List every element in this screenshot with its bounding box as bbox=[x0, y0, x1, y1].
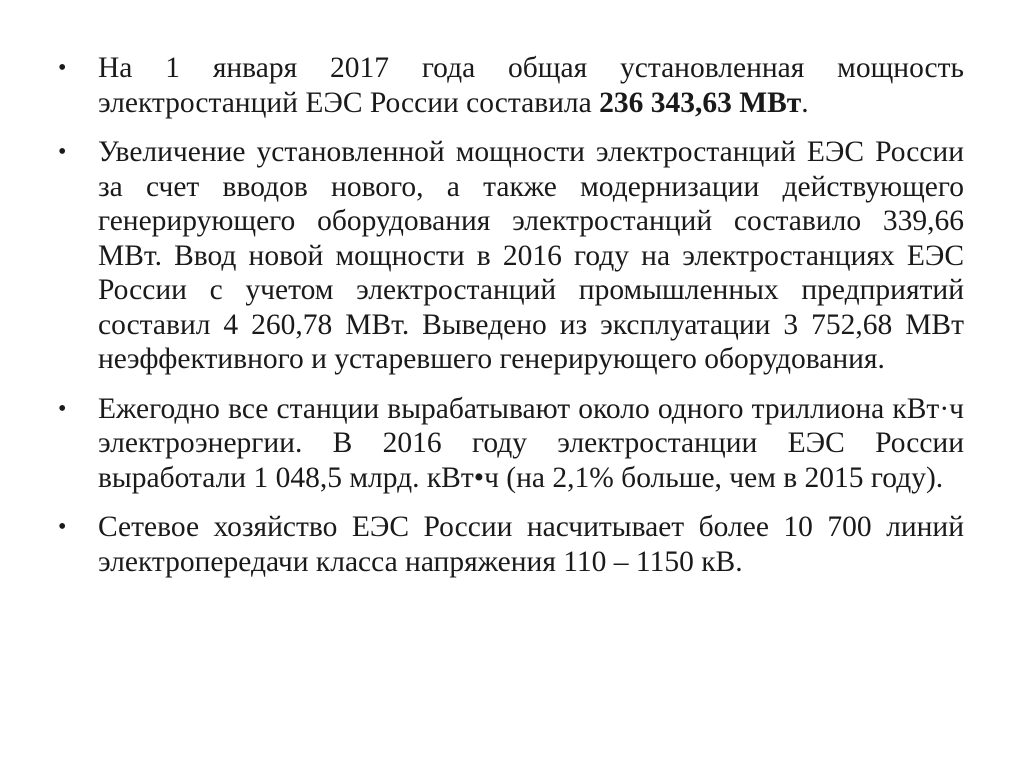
bullet-item-installed-capacity bbox=[58, 51, 964, 120]
bullet-item-grid-lines bbox=[58, 510, 964, 579]
bullet-text-part: . bbox=[801, 86, 809, 119]
bullet-list bbox=[58, 51, 964, 579]
bullet-dot-icon: • bbox=[58, 395, 67, 422]
bullet-dot-icon: • bbox=[58, 514, 67, 540]
bullet-dot-icon: • bbox=[58, 139, 67, 165]
bullet-text-part: На 1 января 2017 года общая установленная мощность электростанций ЕЭС России составила bbox=[98, 52, 964, 119]
bullet-text-bold-value: 236 343,63 МВт bbox=[599, 86, 802, 119]
bullet-item-annual-generation bbox=[58, 392, 964, 496]
bullet-text: Сетевое хозяйство ЕЭС России насчитывает более 10 700 линий электропередачи класса напряжения 110 – 1150 кВ. bbox=[98, 511, 964, 578]
bullet-text: Ежегодно все станции вырабатывают около одного триллиона кВт·ч электроэнергии. В 2016 году электростанции ЕЭС России выработали 1 048,5 млрд. кВт•ч (на 2,1% больше, чем в 2015 году). bbox=[98, 392, 964, 494]
bullet-dot-icon: • bbox=[58, 55, 67, 81]
bullet-text: Увеличение установленной мощности электростанций ЕЭС России за счет вводов нового, а также модернизации действующего генерирующего оборудования электростанций составило 339,66 МВт. Ввод новой мощности в 2016 году на электростанциях ЕЭС России с учетом электростанций промышленных предприятий составил 4 260,78 МВт. Выведено из эксплуатации 3 752,68 МВт неэффективного и устаревшего генерирующего оборудования. bbox=[98, 136, 964, 375]
bullet-item-capacity-increase bbox=[58, 135, 964, 377]
